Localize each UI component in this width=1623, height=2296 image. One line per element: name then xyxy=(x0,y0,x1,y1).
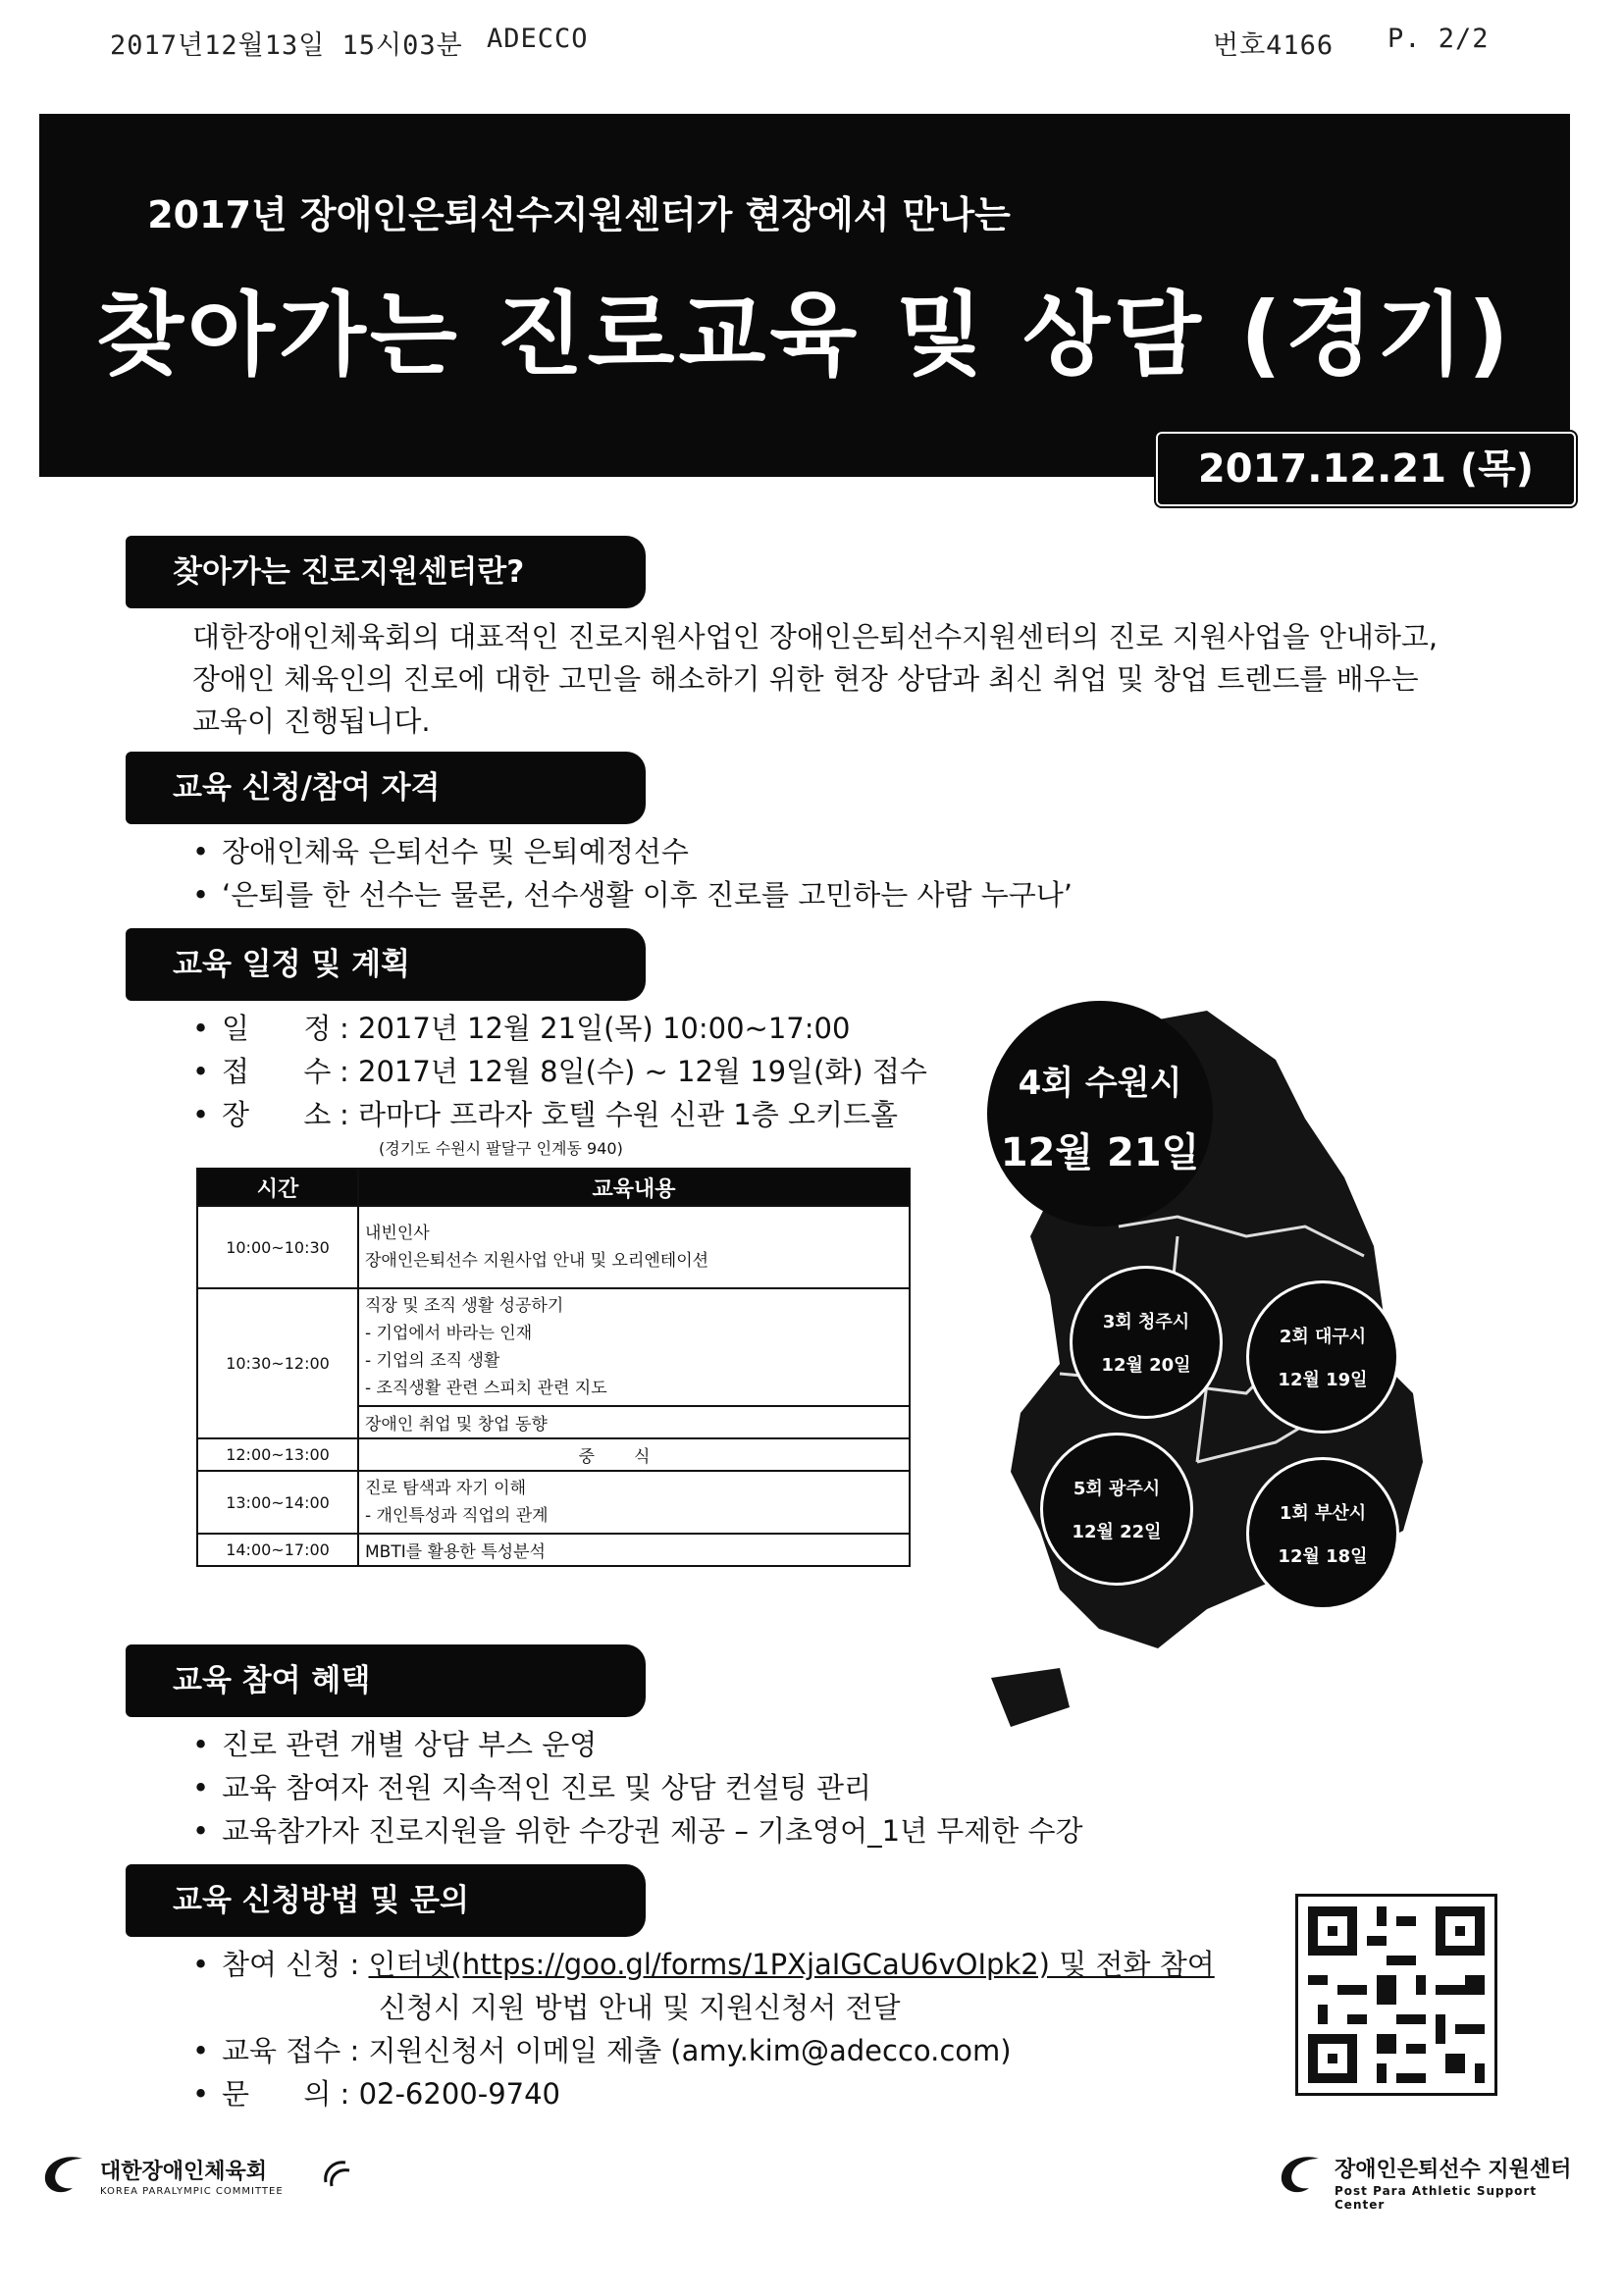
korea-map xyxy=(952,1001,1462,1747)
section-heading-about: 찾아가는 진로지원센터란? xyxy=(126,536,646,608)
apply-link[interactable]: 인터넷(https://goo.gl/forms/1PXjaIGCaU6vOIpk2) 및 전화 참여 xyxy=(368,1948,1215,1981)
list-item: • 장애인체육 은퇴선수 및 은퇴예정선수 xyxy=(192,835,689,868)
about-paragraph xyxy=(192,616,1517,743)
qr-code xyxy=(1295,1894,1497,2096)
map-marker: 2회 대구시 12월 19일 xyxy=(1246,1280,1399,1434)
section-heading-apply: 교육 신청방법 및 문의 xyxy=(126,1864,646,1937)
list-item: • 장 소 : 라마다 프라자 호텔 수원 신관 1층 오키드홀 xyxy=(192,1098,898,1131)
list-item-continued: 신청시 지원 방법 안내 및 지원신청서 전달 xyxy=(379,1991,901,2024)
list-item: • 교육 참여자 전원 지속적인 진로 및 상담 컨설팅 관리 xyxy=(192,1771,872,1804)
eligibility-list xyxy=(192,830,1073,916)
apply-list xyxy=(192,1943,1232,2115)
table-row: 장애인 취업 및 창업 동향 xyxy=(197,1406,910,1438)
table-row: 10:00~10:30 내빈인사 장애인은퇴선수 지원사업 안내 및 오리엔테이션 xyxy=(197,1206,910,1288)
list-item: • ‘은퇴를 한 선수는 물론, 선수생활 이후 진로를 고민하는 사람 누구나’ xyxy=(192,878,1073,912)
schedule-table xyxy=(196,1168,911,1567)
section-heading-schedule: 교육 일정 및 계획 xyxy=(126,928,646,1001)
fax-sender: ADECCO xyxy=(487,24,589,54)
benefits-list xyxy=(192,1723,1083,1852)
list-item: • 진로 관련 개별 상담 부스 운영 xyxy=(192,1728,598,1761)
table-header-time: 시간 xyxy=(197,1169,358,1206)
title-banner xyxy=(39,114,1570,477)
banner-title: 찾아가는 진로교육 및 상담 (경기) xyxy=(96,283,1513,388)
list-item: • 접 수 : 2017년 12월 8일(수) ~ 12월 19일(화) 접수 xyxy=(192,1055,927,1088)
table-header-content: 교육내용 xyxy=(358,1169,910,1206)
table-row: 12:00~13:00 중식 xyxy=(197,1438,910,1471)
paralympic-agitos-icon xyxy=(320,2157,355,2192)
list-item: • 교육참가자 진로지원을 위한 수강권 제공 – 기초영어_1년 무제한 수강 xyxy=(192,1814,1083,1848)
map-marker: 5회 광주시 12월 22일 xyxy=(1040,1433,1193,1586)
table-row: 13:00~14:00 진로 탐색과 자기 이해 - 개인특성과 직업의 관계 xyxy=(197,1471,910,1534)
logo-swoosh-icon xyxy=(1276,2153,1325,2196)
fax-datetime: 2017년12월13일 15시03분 xyxy=(110,30,463,61)
table-row: 10:30~12:00 직장 및 조직 생활 성공하기 - 기업에서 바라는 인재 - 기업의 조직 생활 - 조직생활 관련 스피치 관련 지도 xyxy=(197,1288,910,1406)
footer-logo-left: 대한장애인체육회 KOREA PARALYMPIC COMMITTEE xyxy=(39,2147,363,2206)
about-line: 대한장애인체육회의 대표적인 진로지원사업인 장애인은퇴선수지원센터의 진로 지원사업을 안내하고, xyxy=(192,620,1439,653)
list-item: • 일 정 : 2017년 12월 21일(목) 10:00~17:00 xyxy=(192,1012,851,1045)
map-marker-main: 4회 수원시 12월 21일 xyxy=(987,1001,1213,1226)
section-heading-benefits: 교육 참여 혜택 xyxy=(126,1644,646,1717)
about-line: 장애인 체육인의 진로에 대한 고민을 해소하기 위한 현장 상담과 최신 취업 및 창업 트렌드를 배우는 xyxy=(192,662,1419,696)
fax-page: P. 2/2 xyxy=(1387,24,1490,54)
banner-subtitle: 2017년 장애인은퇴선수지원센터가 현장에서 만나는 xyxy=(147,193,1011,236)
event-date-badge: 2017.12.21 (목) xyxy=(1156,432,1576,506)
section-heading-eligibility: 교육 신청/참여 자격 xyxy=(126,752,646,824)
logo-swoosh-icon xyxy=(39,2153,88,2196)
list-item: • 참여 신청 : 인터넷(https://goo.gl/forms/1PXjaIGCaU6vOIpk2) 및 전화 참여 xyxy=(192,1948,1215,1981)
venue-address: (경기도 수원시 팔달구 인계동 940) xyxy=(379,1139,623,1158)
list-item: • 교육 접수 : 지원신청서 이메일 제출 (amy.kim@adecco.com) xyxy=(192,2034,1012,2067)
schedule-info-list xyxy=(192,1007,927,1159)
map-marker: 1회 부산시 12월 18일 xyxy=(1246,1457,1399,1610)
footer-logo-right: 장애인은퇴선수 지원센터 Post Para Athletic Support Center xyxy=(1276,2147,1590,2206)
about-line: 교육이 진행됩니다. xyxy=(192,704,431,738)
list-item: • 문 의 : 02-6200-9740 xyxy=(192,2077,560,2111)
fax-number: 번호4166 xyxy=(1213,30,1335,61)
qr-pattern xyxy=(1298,1897,1494,2093)
table-row: 14:00~17:00 MBTI를 활용한 특성분석 xyxy=(197,1534,910,1566)
map-marker: 3회 청주시 12월 20일 xyxy=(1070,1266,1223,1419)
